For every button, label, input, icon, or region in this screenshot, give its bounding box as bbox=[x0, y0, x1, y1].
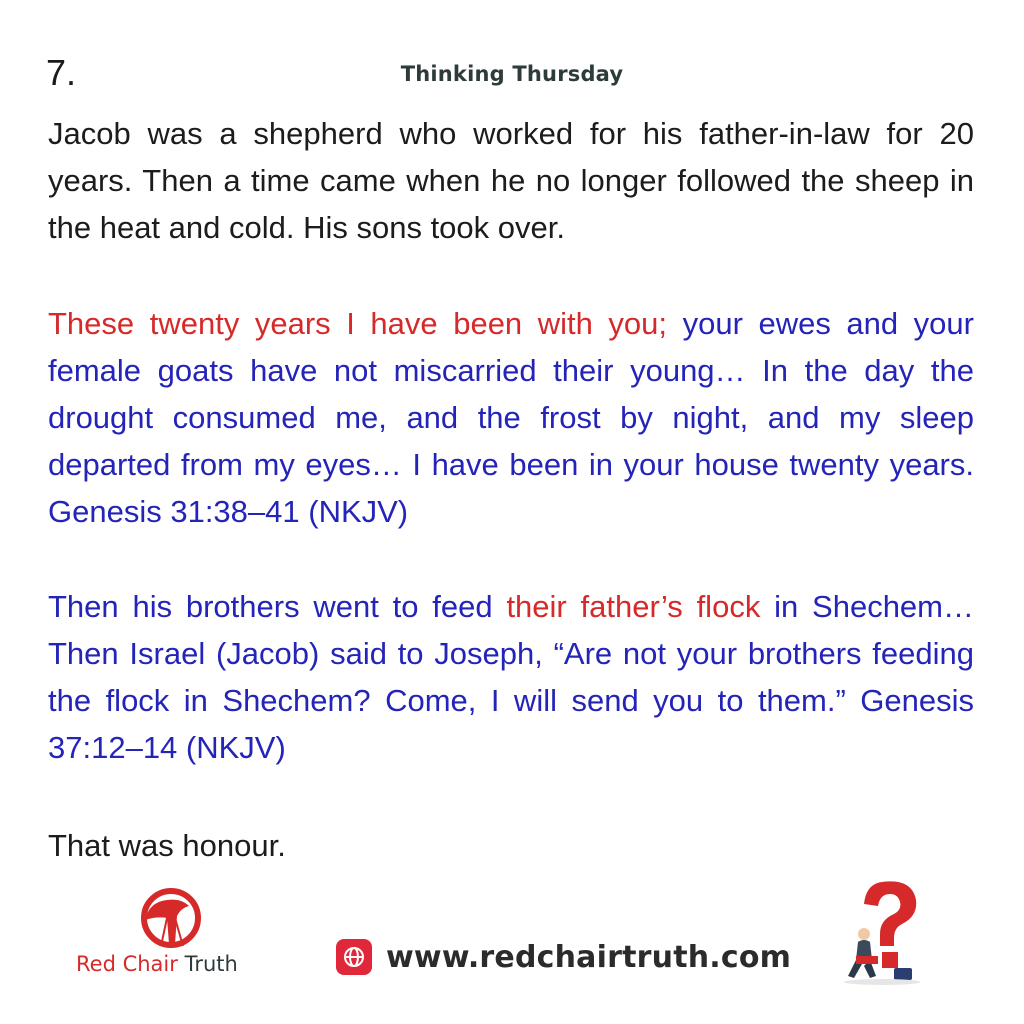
logo-text bbox=[76, 952, 238, 976]
quote-text-before: Then his brothers went to feed bbox=[48, 589, 507, 624]
intro-paragraph: Jacob was a shepherd who worked for his father-in-law for 20 years. Then a time came when he no longer followed the sheep in the heat and cold. His sons took over. bbox=[48, 116, 974, 245]
quote-paragraph-genesis-37 bbox=[48, 583, 974, 771]
quote-highlight: their father’s flock bbox=[506, 589, 761, 624]
red-chair-truth-logo[interactable] bbox=[76, 888, 276, 978]
quote-highlight: These twenty years I have been with you; bbox=[48, 306, 668, 341]
quote-text: your ewes and your female goats have not miscarried their young… In the day the drought consumed me, and the frost by night, and my sleep departed from my eyes… I have been in your house twenty years. Genesis 31:38–41 (NKJV) bbox=[48, 306, 974, 529]
page-number: 7. bbox=[46, 52, 77, 93]
logo-text-dark: Truth bbox=[184, 952, 238, 976]
globe-icon bbox=[336, 939, 372, 975]
website-link[interactable] bbox=[336, 934, 791, 980]
question-mark-thinker-icon bbox=[842, 876, 932, 986]
website-url[interactable]: www.redchairtruth.com bbox=[386, 939, 792, 975]
red-chair-logo-icon bbox=[131, 888, 211, 950]
closing-line: That was honour. bbox=[48, 828, 286, 863]
page-title: Thinking Thursday bbox=[400, 62, 624, 86]
quote-text-after: in Shechem… Then Israel (Jacob) said to Joseph, “Are not your brothers feeding the flock in Shechem? Come, I will send you to them.” Genesis 37:12–14 (NKJV) bbox=[48, 589, 975, 765]
quote-paragraph-genesis-31 bbox=[48, 300, 974, 535]
logo-text-red: Red Chair bbox=[76, 952, 178, 976]
